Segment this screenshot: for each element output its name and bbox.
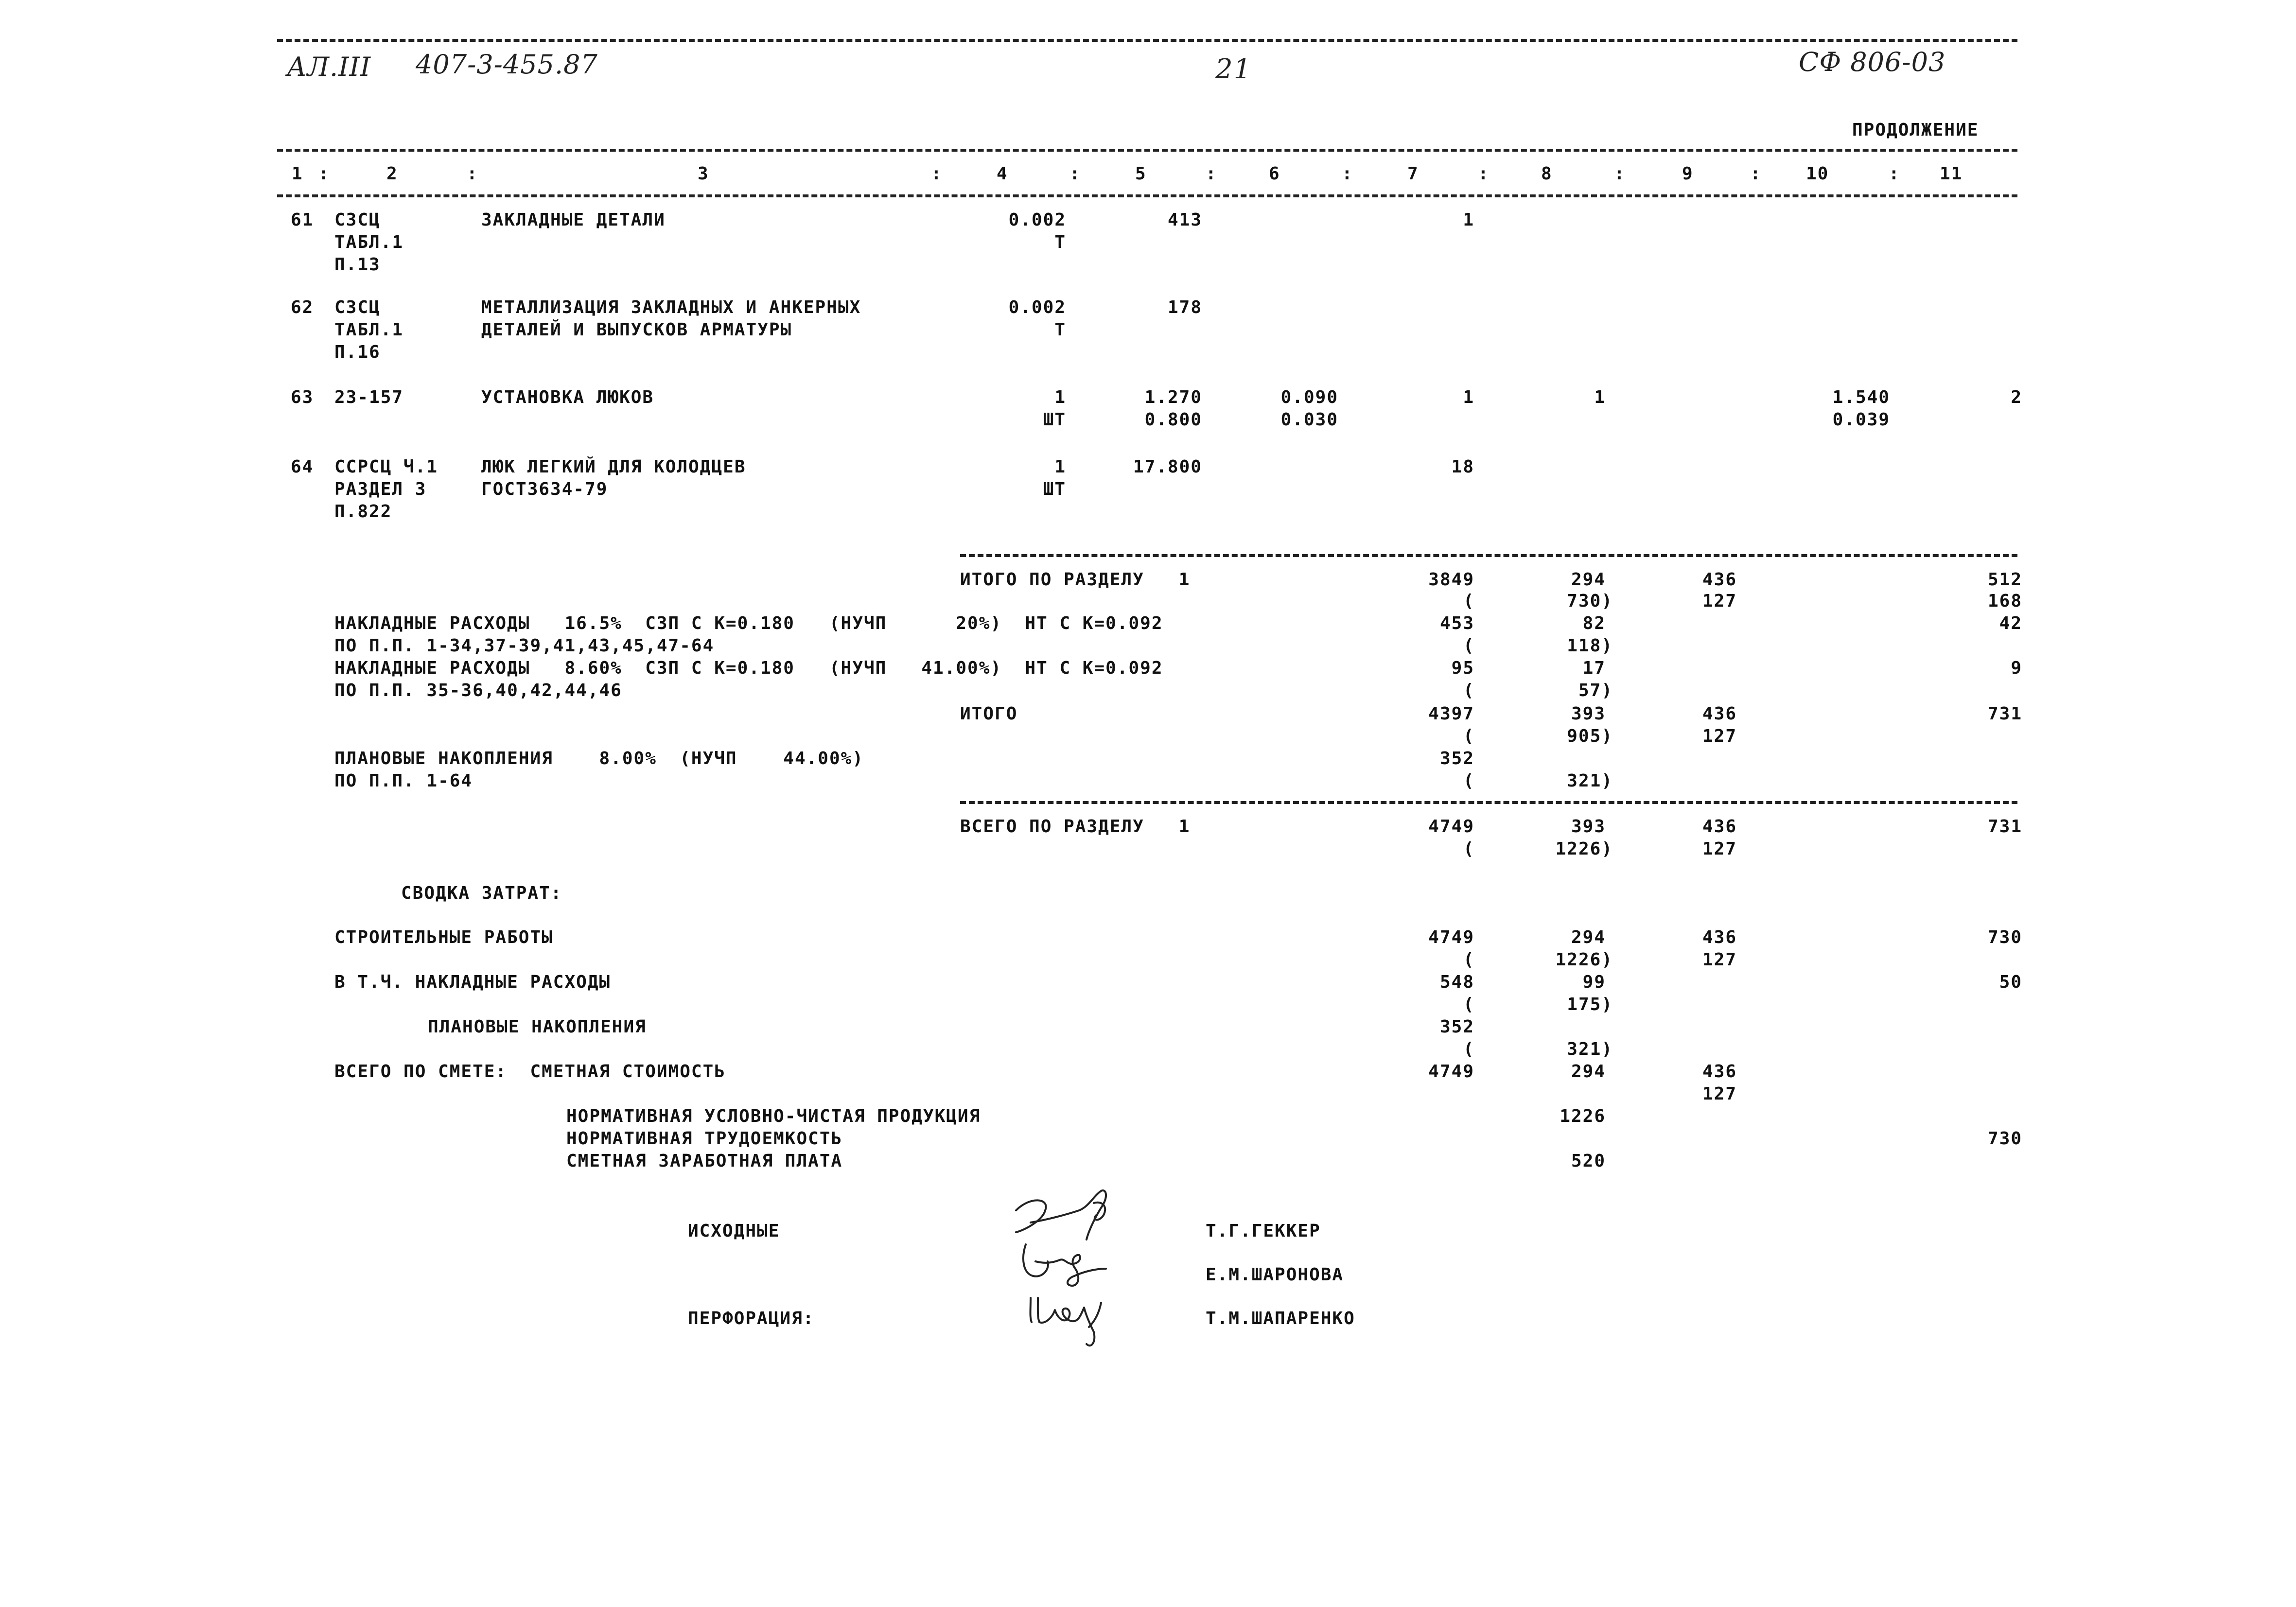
row-unit: ШТ <box>1043 410 1066 430</box>
row-code: П.13 <box>334 255 381 275</box>
signatory-name: Е.М.ШАРОНОВА <box>1206 1265 1344 1285</box>
summary-overhead-c8b: 175) <box>1567 995 1613 1014</box>
summary-planned-c8b: 321) <box>1567 1039 1613 1059</box>
itogo-c8b: 905) <box>1567 726 1613 746</box>
summary-planned-label: ПЛАНОВЫЕ НАКОПЛЕНИЯ <box>428 1017 647 1037</box>
perforation-label: ПЕРФОРАЦИЯ: <box>688 1309 815 1328</box>
grand-total-c8b: 1226) <box>1555 839 1613 859</box>
paren-open: ( <box>1463 636 1475 656</box>
source-label: ИСХОДНЫЕ <box>688 1221 780 1241</box>
row-code: ТАБЛ.1 <box>334 320 404 340</box>
col-3: 3 <box>698 164 709 184</box>
summary-overhead-label: В Т.Ч. НАКЛАДНЫЕ РАСХОДЫ <box>334 972 611 992</box>
summary-total-c9b: 127 <box>1702 1084 1737 1104</box>
itogo-label: ИТОГО <box>960 704 1018 724</box>
top-divider <box>277 39 2017 42</box>
row-col10: 0.039 <box>1832 410 1890 430</box>
col-sep: : <box>1206 164 1217 184</box>
summary-title: СВОДКА ЗАТРАТ: <box>401 883 562 903</box>
col-5: 5 <box>1135 164 1147 184</box>
col-10: 10 <box>1806 164 1829 184</box>
grand-total-c8: 393 <box>1571 817 1606 837</box>
row-unit: Т <box>1054 232 1066 252</box>
summary-construction-c9b: 127 <box>1702 950 1737 970</box>
section-total-label: ИТОГО ПО РАЗДЕЛУ 1 <box>960 570 1191 590</box>
summary-wages-c8: 520 <box>1571 1151 1606 1171</box>
handwritten-signatures <box>997 1176 1191 1366</box>
summary-overhead-c8: 99 <box>1582 972 1606 992</box>
row-quantity: 1 <box>1054 387 1066 407</box>
paren-open: ( <box>1463 839 1475 859</box>
section-total-c11b: 168 <box>1987 591 2022 611</box>
planned-c7: 352 <box>1439 749 1474 769</box>
row-col6: 0.030 <box>1280 410 1338 430</box>
row-name: ДЕТАЛЕЙ И ВЫПУСКОВ АРМАТУРЫ <box>481 320 792 340</box>
continuation-label: ПРОДОЛЖЕНИЕ <box>1852 120 1979 140</box>
paren-open: ( <box>1463 591 1475 611</box>
overhead-c8b: 57) <box>1578 681 1613 700</box>
col-8: 8 <box>1541 164 1553 184</box>
col-1: 1 <box>292 164 303 184</box>
right-code: СФ 806-03 <box>1799 47 1946 77</box>
row-name: МЕТАЛЛИЗАЦИЯ ЗАКЛАДНЫХ И АНКЕРНЫХ <box>481 297 861 317</box>
col-sep: : <box>1342 164 1353 184</box>
row-code: П.16 <box>334 342 381 362</box>
row-col10: 1.540 <box>1832 387 1890 407</box>
project-number: 407-3-455.87 <box>416 49 598 80</box>
row-name: ЗАКЛАДНЫЕ ДЕТАЛИ <box>481 210 666 230</box>
row-quantity: 0.002 <box>1008 210 1066 230</box>
summary-total-c9: 436 <box>1702 1062 1737 1082</box>
summary-construction-c11: 730 <box>1987 927 2022 947</box>
row-col6: 0.090 <box>1280 387 1338 407</box>
row-total: 1 <box>1463 210 1474 230</box>
summary-total-c8: 294 <box>1571 1062 1606 1082</box>
col-11: 11 <box>1940 164 1963 184</box>
overhead-c7: 453 <box>1439 613 1474 633</box>
planned-c8b: 321) <box>1567 771 1613 791</box>
header-top-rule <box>277 149 2017 152</box>
paren-open: ( <box>1463 950 1475 970</box>
col-sep: : <box>1478 164 1490 184</box>
planned-label: ПЛАНОВЫЕ НАКОПЛЕНИЯ 8.00% (НУЧП 44.00%) <box>334 749 864 769</box>
row-unit-price: 0.800 <box>1144 410 1202 430</box>
row-code: СЗСЦ <box>334 210 381 230</box>
row-number: 61 <box>291 210 314 230</box>
row-number: 63 <box>291 387 314 407</box>
signatory-name: Т.Г.ГЕККЕР <box>1206 1221 1321 1241</box>
itogo-c9b: 127 <box>1702 726 1737 746</box>
grand-total-label: ВСЕГО ПО РАЗДЕЛУ 1 <box>960 817 1191 837</box>
signatory-name: Т.М.ШАПАРЕНКО <box>1206 1309 1355 1328</box>
paren-open: ( <box>1463 1039 1475 1059</box>
row-unit: ШТ <box>1043 479 1066 499</box>
overhead-c7: 95 <box>1451 658 1474 678</box>
section-total-c9b: 127 <box>1702 591 1737 611</box>
summary-overhead-c7: 548 <box>1439 972 1474 992</box>
overhead-label: НАКЛАДНЫЕ РАСХОДЫ 8.60% СЗП С К=0.180 (НУЧП 41.00%) НТ С К=0.092 <box>334 658 1163 678</box>
col-6: 6 <box>1269 164 1280 184</box>
row-code: СЗСЦ <box>334 297 381 317</box>
left-code: АЛ.III <box>287 52 371 82</box>
row-unit-price: 17.800 <box>1133 457 1202 477</box>
paren-open: ( <box>1463 681 1475 700</box>
summary-total-c7: 4749 <box>1428 1062 1474 1082</box>
section-total-c11: 512 <box>1987 570 2022 590</box>
row-code: П.822 <box>334 502 392 522</box>
row-name: ГОСТ3634-79 <box>481 479 608 499</box>
summary-net-product-c8: 1226 <box>1560 1106 1606 1126</box>
col-sep: : <box>1889 164 1900 184</box>
col-2: 2 <box>386 164 398 184</box>
summary-net-product-label: НОРМАТИВНАЯ УСЛОВНО-ЧИСТАЯ ПРОДУКЦИЯ <box>566 1106 981 1126</box>
row-unit: Т <box>1054 320 1066 340</box>
row-name: ЛЮК ЛЕГКИЙ ДЛЯ КОЛОДЦЕВ <box>481 457 746 477</box>
overhead-c8: 82 <box>1582 613 1606 633</box>
summary-wages-label: СМЕТНАЯ ЗАРАБОТНАЯ ПЛАТА <box>566 1151 843 1171</box>
overhead-label: НАКЛАДНЫЕ РАСХОДЫ 16.5% СЗП С К=0.180 (НУЧП 20%) НТ С К=0.092 <box>334 613 1163 633</box>
section-total-c9: 436 <box>1702 570 1737 590</box>
planned-label: ПО П.П. 1-64 <box>334 771 473 791</box>
row-col11: 2 <box>2011 387 2022 407</box>
section-total-c8b: 730) <box>1567 591 1613 611</box>
col-sep: : <box>318 164 330 184</box>
summary-overhead-c11: 50 <box>1999 972 2022 992</box>
summary-construction-c8: 294 <box>1571 927 1606 947</box>
row-col8: 1 <box>1594 387 1606 407</box>
grand-total-rule <box>960 801 2017 804</box>
grand-total-c9b: 127 <box>1702 839 1737 859</box>
overhead-c11: 9 <box>2011 658 2022 678</box>
row-code: ТАБЛ.1 <box>334 232 404 252</box>
row-quantity: 1 <box>1054 457 1066 477</box>
col-sep: : <box>467 164 478 184</box>
overhead-c8b: 118) <box>1567 636 1613 656</box>
summary-planned-c7: 352 <box>1439 1017 1474 1037</box>
row-total: 1 <box>1463 387 1474 407</box>
grand-total-c7: 4749 <box>1428 817 1474 837</box>
row-number: 62 <box>291 297 314 317</box>
overhead-label: ПО П.П. 1-34,37-39,41,43,45,47-64 <box>334 636 715 656</box>
col-4: 4 <box>997 164 1008 184</box>
row-unit-price: 1.270 <box>1144 387 1202 407</box>
paren-open: ( <box>1463 771 1475 791</box>
row-total: 18 <box>1451 457 1474 477</box>
col-sep: : <box>931 164 943 184</box>
overhead-c8: 17 <box>1582 658 1606 678</box>
summary-total-label: ВСЕГО ПО СМЕТЕ: СМЕТНАЯ СТОИМОСТЬ <box>334 1062 726 1082</box>
col-sep: : <box>1750 164 1762 184</box>
col-7: 7 <box>1407 164 1419 184</box>
grand-total-c9: 436 <box>1702 817 1737 837</box>
paren-open: ( <box>1463 995 1475 1014</box>
col-9: 9 <box>1682 164 1694 184</box>
row-code: ССРСЦ Ч.1 <box>334 457 438 477</box>
summary-construction-c7: 4749 <box>1428 927 1474 947</box>
summary-construction-label: СТРОИТЕЛЬНЫЕ РАБОТЫ <box>334 927 553 947</box>
row-unit-price: 178 <box>1167 297 1202 317</box>
overhead-c11: 42 <box>1999 613 2022 633</box>
col-sep: : <box>1069 164 1081 184</box>
summary-labor-c11: 730 <box>1987 1129 2022 1149</box>
section-total-c7: 3849 <box>1428 570 1474 590</box>
row-quantity: 0.002 <box>1008 297 1066 317</box>
row-name: УСТАНОВКА ЛЮКОВ <box>481 387 654 407</box>
itogo-c11: 731 <box>1987 704 2022 724</box>
row-code: 23-157 <box>334 387 404 407</box>
itogo-c8: 393 <box>1571 704 1606 724</box>
itogo-c7: 4397 <box>1428 704 1474 724</box>
section-total-c8: 294 <box>1571 570 1606 590</box>
header-bottom-rule <box>277 194 2017 197</box>
itogo-c9: 436 <box>1702 704 1737 724</box>
summary-construction-c8b: 1226) <box>1555 950 1613 970</box>
grand-total-c11: 731 <box>1987 817 2022 837</box>
summary-construction-c9: 436 <box>1702 927 1737 947</box>
overhead-label: ПО П.П. 35-36,40,42,44,46 <box>334 681 622 700</box>
row-unit-price: 413 <box>1167 210 1202 230</box>
paren-open: ( <box>1463 726 1475 746</box>
row-code: РАЗДЕЛ 3 <box>334 479 427 499</box>
row-number: 64 <box>291 457 314 477</box>
col-sep: : <box>1614 164 1626 184</box>
summary-labor-label: НОРМАТИВНАЯ ТРУДОЕМКОСТЬ <box>566 1129 843 1149</box>
section-total-rule <box>960 554 2017 557</box>
page-number: 21 <box>1215 53 1252 85</box>
